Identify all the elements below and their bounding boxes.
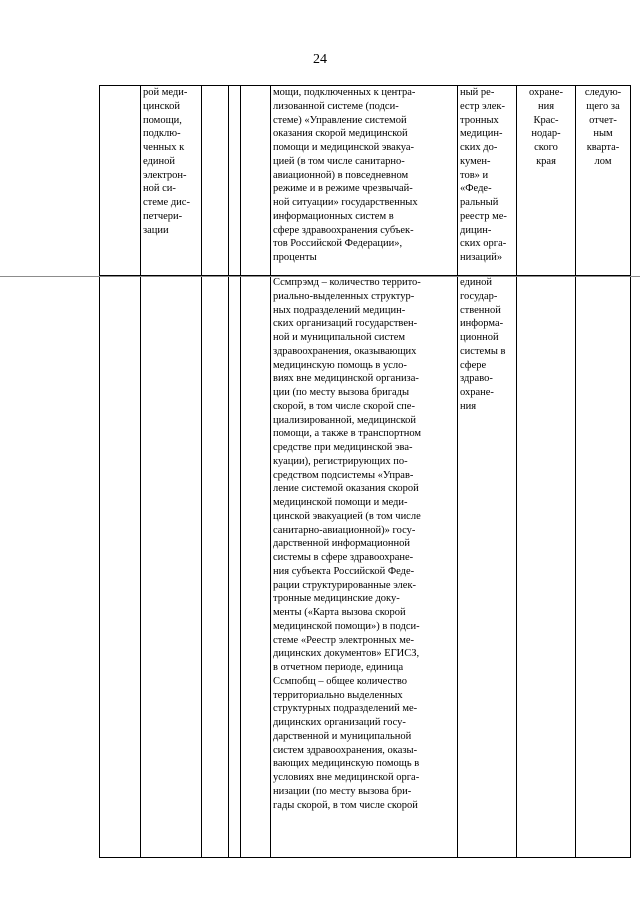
data-source-text: единой государ- ственной информа- ционной системы в сфере здраво- охране- ния bbox=[460, 277, 506, 412]
table-cell-col5 bbox=[271, 86, 458, 276]
table-cell-col7 bbox=[517, 86, 576, 276]
scan-divider-line bbox=[0, 276, 640, 277]
table-row bbox=[100, 86, 631, 276]
indicator-name-text: рой меди- цинской помощи, подклю- ченных к единой электрон- ной си- стеме дис- петчери- зации bbox=[143, 87, 190, 236]
table-cell-col3 bbox=[202, 276, 229, 858]
table-cell-col5 bbox=[271, 276, 458, 858]
indicator-table bbox=[99, 85, 631, 858]
table-cell-col2 bbox=[141, 276, 202, 858]
table-cell-col7 bbox=[517, 276, 576, 858]
table-cell-col8 bbox=[576, 276, 631, 858]
table-row bbox=[100, 276, 631, 858]
table-cell-col3b bbox=[229, 86, 241, 276]
table-cell-col8 bbox=[576, 86, 631, 276]
table-cell-col2 bbox=[141, 86, 202, 276]
data-source-text: ный ре- естр элек- тронных медицин- ских до- кумен- тов» и «Феде- ральный реестр ме- дицин- ских орга- низаций» bbox=[460, 87, 507, 263]
table-cell-col3 bbox=[202, 86, 229, 276]
table-cell-col4 bbox=[241, 86, 271, 276]
table-cell-col4 bbox=[241, 276, 271, 858]
reporting-term-text: следую- щего за отчет- ным кварта- лом bbox=[584, 87, 622, 167]
responsible-body-text: охране- ния Крас- нодар- ского края bbox=[529, 87, 563, 167]
table-cell-col6 bbox=[458, 86, 517, 276]
table-cell-col1 bbox=[100, 276, 141, 858]
table-cell-col6 bbox=[458, 276, 517, 858]
formula-variables-text: Ссмпрэмд – количество террито- риально-выделенных структур- ных подразделений медицин- ских организаций государствен- ной и муниципальной систем здравоохранения, оказывающих медицинскую помощь в усло- виях вне медицинской организа- ции (по месту вызова бригады скорой, в том числе скорой спе- циализированной, медицинской помощи, а также в транспортном средстве при медицинской эва- куации), регистрирующих по- средством подсистемы «Управ- ление системой оказания скорой медицинской помощи и меди- цинской эвакуацией (в том числе санитарно-авиационной)» госу- дарственной информационной системы в сфере здравоохране- ния субъекта Российской Феде- рации структурированные элек- тронные медицинские доку- менты («Карта вызова скорой медицинской помощи») в подси- стеме «Реестр электронных ме- дицинских документов» ЕГИСЗ, в отчетном периоде, единица Ссмпобщ – общее количество территориально выделенных структурных подразделений ме- дицинских организаций госу- дарственной и муниципальной систем здравоохранения, оказы- вающих медицинскую помощь в условиях вне медицинской орга- низации (по месту вызова бри- гады скорой, в том числе скорой bbox=[273, 277, 422, 811]
page-number: 24 bbox=[313, 52, 327, 67]
table-cell-col1 bbox=[100, 86, 141, 276]
formula-description-text: мощи, подключенных к центра- лизованной системе (подси- стеме) «Управление системой оказания скорой медицинской помощи и медицинской эвакуа- цией (в том числе санитарно- авиационной) в повседневном режиме и в режиме чрезвычай- ной ситуации» государственных информационных систем в сфере здравоохранения субъек- тов Российской Федерации», проценты bbox=[273, 87, 418, 263]
table-cell-col3b bbox=[229, 276, 241, 858]
